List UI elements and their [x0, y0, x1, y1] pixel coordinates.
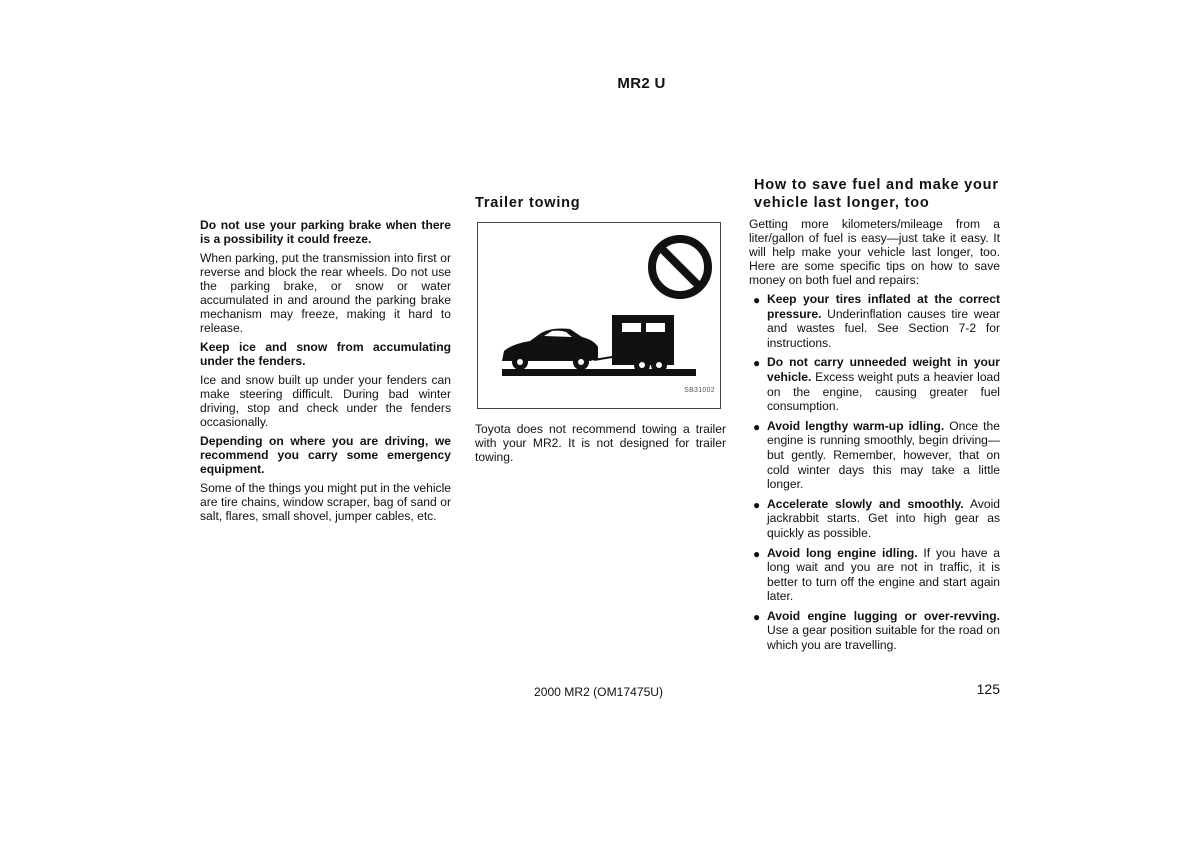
list-item: [749, 419, 1000, 492]
header-tag: MR2 U: [617, 75, 666, 92]
trailer-towing-figure: [477, 222, 721, 409]
middle-column: [475, 195, 726, 469]
bullet-icon: ●: [753, 419, 761, 434]
section-heading-trailer-towing: Trailer towing: [475, 195, 581, 211]
page-footer: [0, 681, 1200, 705]
paragraph-emergency-body: Some of the things you might put in the vehicle are tire chains, window scraper, bag of sand or salt, flares, small shovel, jumper cables, etc.: [200, 481, 451, 523]
tip-body: Excess weight puts a heavier load on the engine, causing greater fuel consumption.: [767, 369, 1000, 414]
bullet-icon: ●: [753, 356, 761, 371]
tip-body: If you have a long wait and you are not in traffic, it is better to turn off the engine and start again later.: [767, 545, 1000, 604]
paragraph-emergency-warning: Depending on where you are driving, we recommend you carry some emergency equipment.: [200, 434, 451, 476]
car-icon: [502, 328, 598, 370]
tip-lead: Avoid long engine idling.: [767, 545, 918, 560]
prohibition-icon: [652, 239, 708, 295]
page-number: 125: [976, 681, 1000, 697]
trailer-towing-paragraph: Toyota does not recommend towing a trailer with your MR2. It is not designed for trailer towing.: [475, 421, 726, 464]
tip-body: Underinflation causes tire wear and wastes fuel. See Section 7-2 for instructions.: [767, 306, 1000, 350]
document-id: 2000 MR2 (OM17475U): [534, 685, 664, 699]
tip-body: Avoid jackrabbit starts. Get into high gear as quickly as possible.: [767, 496, 1000, 540]
paragraph-parking-brake-warning: Do not use your parking brake when there is a possibility it could freeze.: [200, 218, 451, 246]
tip-lead: Keep your tires inflated at the correct pressure.: [767, 292, 1000, 321]
bullet-icon: ●: [753, 609, 761, 624]
bullet-icon: ●: [753, 546, 761, 561]
list-item: [749, 546, 1000, 604]
trailer-towing-illustration: [478, 223, 720, 408]
tip-body: Once the engine is running smoothly, begin driving—but gently. Remember, however, that on cold winter days this may take a little longer.: [767, 418, 1000, 492]
bullet-icon: ●: [753, 293, 761, 307]
tip-lead: Avoid lengthy warm-up idling.: [767, 418, 945, 433]
fuel-saving-intro: Getting more kilometers/mileage from a liter/gallon of fuel is easy—just take it easy. It will help make your vehicle last longer, too. Here are some specific tips on how to save money on both fuel and repairs:: [749, 217, 1000, 287]
tip-lead: Avoid engine lugging or over-revving.: [767, 608, 1000, 623]
fuel-tips-list: [749, 292, 1000, 653]
bullet-icon: ●: [753, 497, 761, 512]
trailer-icon: [594, 315, 674, 373]
tip-lead: Do not carry unneeded weight in your vehicle.: [767, 355, 1000, 384]
paragraph-fenders-body: Ice and snow built up under your fenders can make steering difficult. During bad winter driving, stop and check under the fenders occasionally.: [200, 373, 451, 429]
paragraph-parking-brake-body: When parking, put the transmission into first or reverse and block the rear wheels. Do not use the parking brake, or snow or water accumulated in and around the parking brake mechanism may freeze, making it hard to release.: [200, 251, 451, 335]
left-column: [200, 218, 451, 528]
tip-lead: Accelerate slowly and smoothly.: [767, 496, 964, 511]
list-item: [749, 292, 1000, 350]
list-item: [749, 609, 1000, 653]
list-item: [749, 497, 1000, 541]
figure-code: SB31002: [684, 386, 715, 394]
paragraph-fenders-warning: Keep ice and snow from accumulating under the fenders.: [200, 340, 451, 368]
section-heading-fuel-saving: How to save fuel and make your vehicle last longer, too: [754, 177, 999, 211]
right-column: [749, 177, 1000, 658]
tip-body: Use a gear position suitable for the road on which you are travelling.: [767, 623, 1000, 653]
list-item: [749, 355, 1000, 413]
road-icon: [502, 369, 696, 376]
